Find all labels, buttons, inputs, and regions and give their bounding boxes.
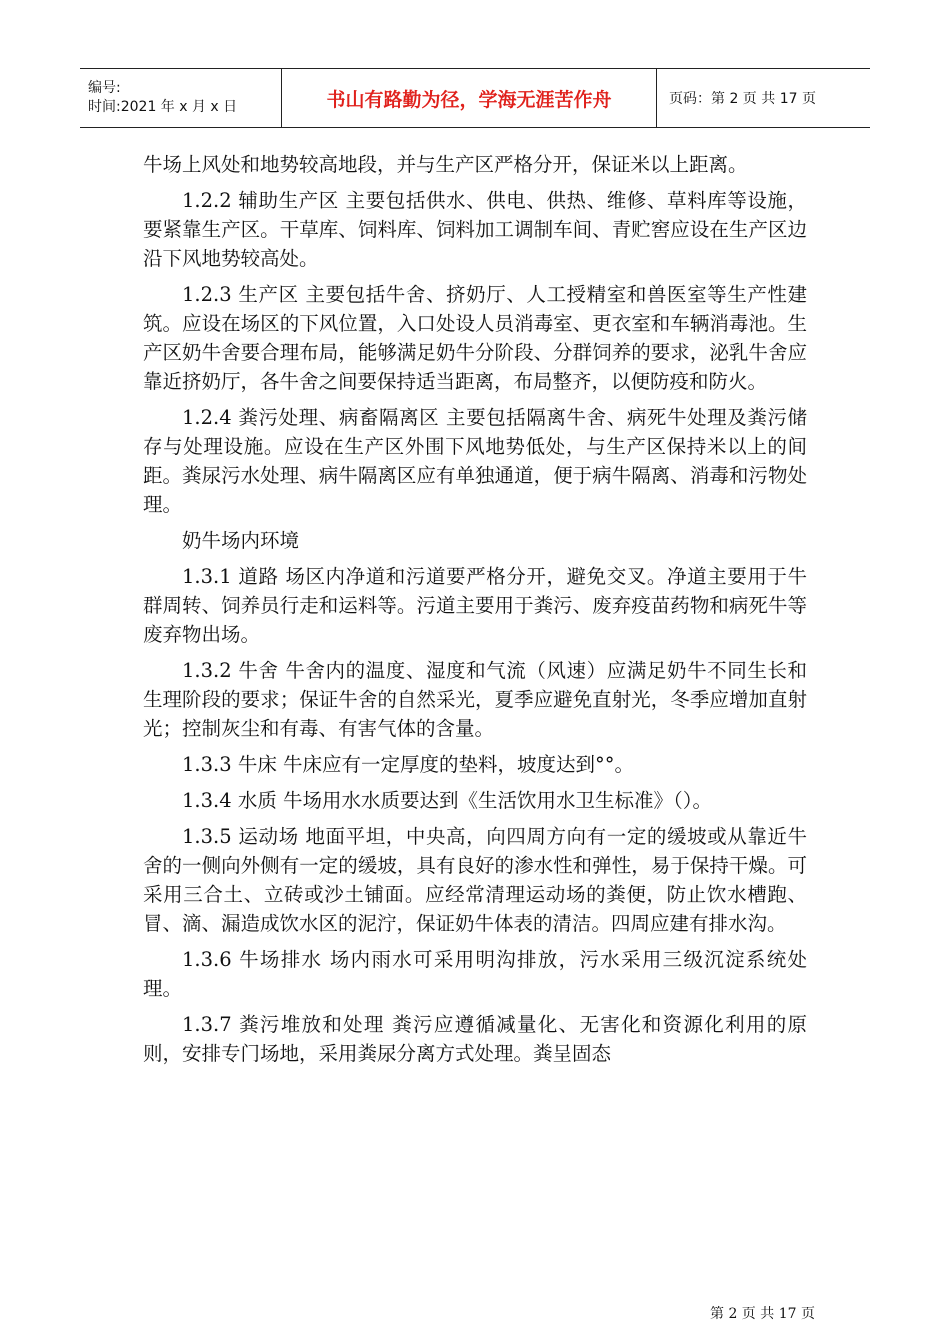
- paragraph: 1.3.6 牛场排水 场内雨水可采用明沟排放，污水采用三级沉淀系统处理。: [143, 948, 807, 1000]
- section-heading: 奶牛场内环境: [182, 529, 300, 552]
- paragraph: 1.3.7 粪污堆放和处理 粪污应遵循减量化、无害化和资源化利用的原则，安排专门场地，采用粪尿分离方式处理。粪呈固态: [143, 1013, 807, 1065]
- paragraph: 1.2.4 粪污处理、病畜隔离区 主要包括隔离牛舍、病死牛处理及粪污储存与处理设施。应设在生产区外围下风地势低处，与生产区保持米以上的间距。粪尿污水处理、病牛隔离区应有单独通道，便于病牛隔离、消毒和污物处理。: [143, 406, 807, 516]
- paragraph: 1.2.2 辅助生产区 主要包括供水、供电、供热、维修、草料库等设施，要紧靠生产区。干草库、饲料库、饲料加工调制车间、青贮窖应设在生产区边沿下风地势较高处。: [143, 189, 807, 270]
- page-header: [80, 68, 870, 128]
- document-body: [143, 150, 807, 1075]
- header-meta: [80, 69, 282, 127]
- paragraph: 1.2.3 生产区 主要包括牛舍、挤奶厅、人工授精室和兽医室等生产性建筑。应设在场区的下风位置，入口处设人员消毒室、更衣室和车辆消毒池。生产区奶牛舍要合理布局，能够满足奶牛分阶段、分群饲养的要求，泌乳牛舍应靠近挤奶厅，各牛舍之间要保持适当距离，布局整齐，以便防疫和防火。: [143, 283, 807, 393]
- header-page-info: [657, 69, 870, 127]
- header-motto: [282, 69, 657, 127]
- page-number-label: 页码：第 2 页 共 17 页: [669, 91, 816, 107]
- document-number-label: 编号:: [88, 80, 121, 96]
- paragraph: 牛场上风处和地势较高地段，并与生产区严格分开，保证米以上距离。: [143, 153, 748, 176]
- paragraph: 1.3.1 道路 场区内净道和污道要严格分开，避免交叉。净道主要用于牛群周转、饲养员行走和运料等。污道主要用于粪污、废弃疫苗药物和病死牛等废弃物出场。: [143, 565, 807, 646]
- paragraph: 1.3.5 运动场 地面平坦，中央高，向四周方向有一定的缓坡或从靠近牛舍的一侧向外侧有一定的缓坡，具有良好的渗水性和弹性，易于保持干燥。可采用三合土、立砖或沙土铺面。应经常清理运动场的粪便，防止饮水槽跑、冒、滴、漏造成饮水区的泥泞，保证奶牛体表的清洁。四周应建有排水沟。: [143, 825, 807, 935]
- paragraph: 1.3.4 水质 牛场用水水质要达到《生活饮用水卫生标准》（）。: [182, 789, 713, 812]
- motto-text: 书山有路勤为径，学海无涯苦作舟: [326, 88, 612, 111]
- paragraph: 1.3.2 牛舍 牛舍内的温度、湿度和气流（风速）应满足奶牛不同生长和生理阶段的要求；保证牛舍的自然采光，夏季应避免直射光，冬季应增加直射光；控制灰尘和有毒、有害气体的含量。: [143, 659, 807, 740]
- footer-page-number: 第 2 页 共 17 页: [710, 1306, 815, 1322]
- document-time-label: 时间:2021 年 x 月 x 日: [88, 99, 238, 115]
- paragraph: 1.3.3 牛床 牛床应有一定厚度的垫料，坡度达到°°。: [182, 753, 635, 776]
- page-footer: [710, 1303, 815, 1323]
